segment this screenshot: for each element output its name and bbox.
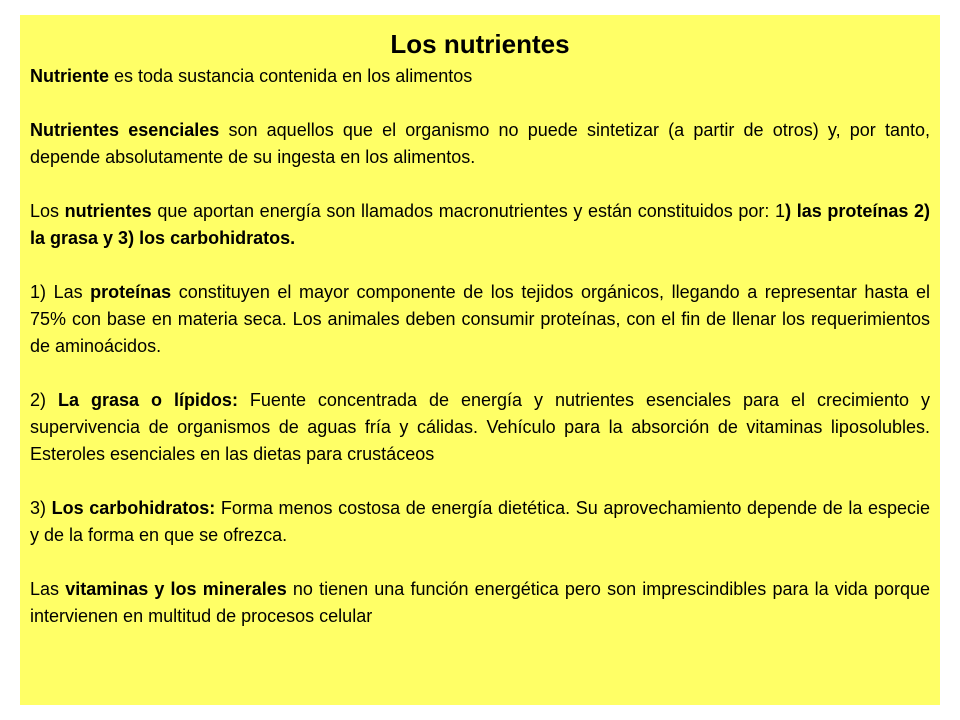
paragraph-esenciales <box>30 117 930 171</box>
paragraph-text: 3) <box>30 498 52 518</box>
paragraph-text: 1) Las <box>30 282 91 302</box>
paragraph-text: que aportan energía son llamados macronutrientes y están constituidos por: 1 <box>151 201 786 221</box>
slide <box>20 15 940 705</box>
bold-term: Nutrientes esenciales <box>30 120 220 140</box>
bold-term: ) las proteínas 2) la grasa y 3) los carbohidratos. <box>30 201 931 248</box>
paragraph-text: Las <box>30 579 66 599</box>
page-title: Los nutrientes <box>390 29 570 59</box>
paragraph-macronutrientes <box>30 198 930 252</box>
paragraph-proteinas <box>30 279 930 360</box>
paragraph-text: Forma menos costosa de energía dietética. Su aprovechamiento depende de la especie y de la forma en que se ofrezca. <box>30 498 930 545</box>
bold-term: Los carbohidratos: <box>51 498 216 518</box>
paragraph-carbohidratos <box>30 495 930 549</box>
paragraph-nutriente <box>30 63 930 90</box>
bold-term: vitaminas y los minerales <box>65 579 287 599</box>
paragraph-text: es toda sustancia contenida en los alimentos <box>109 66 473 86</box>
paragraph-text: 2) <box>30 390 58 410</box>
paragraph-vitaminas <box>30 576 930 630</box>
paragraph-text: no tienen una función energética pero son imprescindibles para la vida porque intervienen en multitud de procesos celular <box>30 579 931 626</box>
paragraph-grasa <box>30 387 930 468</box>
paragraph-text: son aquellos que el organismo no puede sintetizar (a partir de otros) y, por tanto, depende absolutamente de su ingesta en los alimentos. <box>30 120 930 167</box>
bold-term: proteínas <box>90 282 172 302</box>
paragraph-text: Los <box>30 201 65 221</box>
bold-term: Nutriente <box>30 66 110 86</box>
bold-term: nutrientes <box>64 201 152 221</box>
paragraph-text: Fuente concentrada de energía y nutrientes esenciales para el crecimiento y supervivencia de organismos de aguas fría y cálidas. Vehículo para la absorción de vitaminas liposolubles. Esteroles esenciales en las dietas para crustáceos <box>30 390 930 464</box>
bold-term: La grasa o lípidos: <box>57 390 238 410</box>
paragraph-text: constituyen el mayor componente de los tejidos orgánicos, llegando a representar hasta el 75% con base en materia seca. Los animales deben consumir proteínas, con el fin de llenar los requerimientos de aminoácidos. <box>30 282 931 356</box>
